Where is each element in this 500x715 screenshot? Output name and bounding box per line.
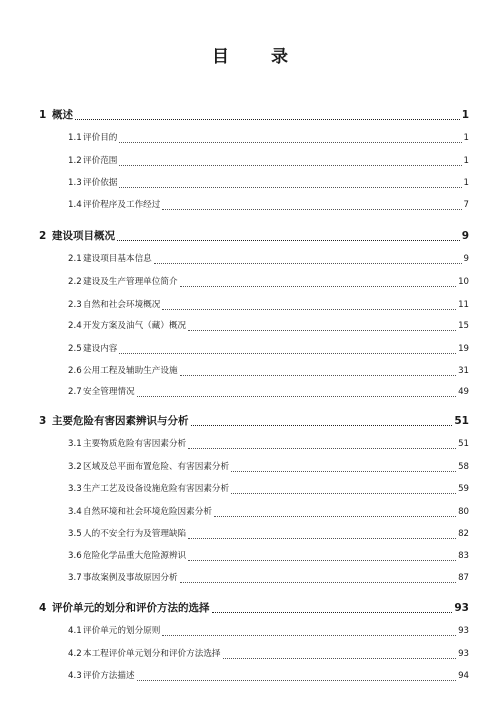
dot-leader — [231, 493, 456, 494]
toc-entry-number: 4.3 — [68, 671, 82, 681]
dot-leader — [137, 680, 456, 681]
toc-entry-page-number: 15 — [458, 321, 469, 331]
toc-entry-page-number: 82 — [458, 529, 469, 539]
toc-entry-number: 1.1 — [68, 133, 82, 143]
dot-leader — [117, 240, 460, 241]
toc-entry-label: 评价单元的划分原则 — [83, 626, 161, 636]
toc-section-entry[interactable] — [68, 504, 469, 520]
toc-section-entry[interactable] — [68, 481, 469, 497]
toc-entry-number: 2.5 — [68, 344, 82, 354]
toc-entry-number: 1.3 — [68, 178, 82, 188]
toc-entry-label: 建设内容 — [83, 344, 118, 354]
toc-entry-number: 2.2 — [68, 277, 82, 287]
toc-chapter-entry[interactable] — [39, 600, 469, 616]
toc-entry-number: 3.3 — [68, 484, 82, 494]
toc-entry-label: 区域及总平面布置危险、有害因素分析 — [83, 462, 230, 472]
toc-entry-page-number: 93 — [454, 602, 469, 614]
toc-entry-number: 4 — [39, 602, 47, 614]
toc-section-entry[interactable] — [68, 197, 469, 213]
toc-entry-number: 4.1 — [68, 626, 82, 636]
toc-section-entry[interactable] — [68, 623, 469, 639]
toc-entry-page-number: 1 — [463, 178, 469, 188]
toc-entry-page-number: 19 — [458, 344, 469, 354]
toc-entry-label: 公用工程及辅助生产设施 — [83, 366, 178, 376]
toc-entry-number: 3.1 — [68, 439, 82, 449]
toc-section-entry[interactable] — [68, 363, 469, 379]
toc-entry-label: 自然环境和社会环境危险因素分析 — [83, 507, 212, 517]
dot-leader — [162, 309, 456, 310]
toc-entry-page-number: 93 — [458, 649, 469, 659]
toc-entry-label: 评价程序及工作经过 — [83, 200, 161, 210]
toc-entry-number: 3.4 — [68, 507, 82, 517]
toc-entry-label: 本工程评价单元划分和评价方法选择 — [83, 649, 221, 659]
dot-leader — [154, 263, 462, 264]
dot-leader — [119, 353, 456, 354]
toc-section-entry[interactable] — [68, 436, 469, 452]
dot-leader — [231, 471, 456, 472]
toc-entry-label: 评价依据 — [83, 178, 118, 188]
toc-entry-number: 2 — [39, 230, 47, 242]
toc-entry-page-number: 94 — [458, 671, 469, 681]
toc-entry-page-number: 9 — [463, 254, 469, 264]
dot-leader — [188, 538, 456, 539]
dot-leader — [223, 658, 457, 659]
dot-leader — [188, 330, 456, 331]
toc-entry-number: 2.1 — [68, 254, 82, 264]
toc-entry-page-number: 87 — [458, 573, 469, 583]
toc-entry-number: 3.7 — [68, 573, 82, 583]
toc-entry-number: 3.6 — [68, 551, 82, 561]
toc-entry-page-number: 51 — [454, 415, 469, 427]
toc-entry-label: 评价单元的划分和评价方法的选择 — [52, 602, 210, 614]
toc-entry-label: 概述 — [52, 109, 73, 121]
toc-entry-page-number: 10 — [458, 277, 469, 287]
toc-section-entry[interactable] — [68, 646, 469, 662]
dot-leader — [75, 119, 460, 120]
dot-leader — [162, 635, 456, 636]
dot-leader — [137, 396, 456, 397]
toc-entry-label: 人的不安全行为及管理缺陷 — [83, 529, 187, 539]
toc-section-entry[interactable] — [68, 130, 469, 146]
dot-leader — [162, 209, 461, 210]
toc-section-entry[interactable] — [68, 548, 469, 564]
toc-section-entry[interactable] — [68, 251, 469, 267]
dot-leader — [119, 187, 461, 188]
toc-entry-number: 4.2 — [68, 649, 82, 659]
toc-entry-label: 开发方案及油气（藏）概况 — [83, 321, 187, 331]
dot-leader — [212, 612, 453, 613]
toc-entry-page-number: 58 — [458, 462, 469, 472]
page-title: 目 录 — [212, 47, 306, 67]
toc-entry-label: 建设及生产管理单位简介 — [83, 277, 178, 287]
toc-entry-label: 建设项目基本信息 — [83, 254, 152, 264]
toc-section-entry[interactable] — [68, 297, 469, 313]
toc-entry-page-number: 11 — [458, 300, 469, 310]
dot-leader — [214, 516, 456, 517]
toc-entry-number: 3 — [39, 415, 47, 427]
toc-entry-number: 2.4 — [68, 321, 82, 331]
toc-entry-label: 评价方法描述 — [83, 671, 135, 681]
toc-entry-number: 2.6 — [68, 366, 82, 376]
toc-entry-label: 主要危险有害因素辨识与分析 — [52, 415, 189, 427]
toc-chapter-entry[interactable] — [39, 107, 469, 123]
dot-leader — [188, 560, 456, 561]
toc-entry-number: 2.7 — [68, 387, 82, 397]
dot-leader — [180, 582, 457, 583]
toc-entry-page-number: 31 — [458, 366, 469, 376]
toc-entry-page-number: 7 — [463, 200, 469, 210]
toc-section-entry[interactable] — [68, 459, 469, 475]
toc-entry-label: 主要物质危险有害因素分析 — [83, 439, 187, 449]
toc-section-entry[interactable] — [68, 526, 469, 542]
toc-entry-number: 1.4 — [68, 200, 82, 210]
toc-chapter-entry[interactable] — [39, 228, 469, 244]
toc-section-entry[interactable] — [68, 570, 469, 586]
toc-entry-label: 评价目的 — [83, 133, 118, 143]
toc-section-entry[interactable] — [68, 153, 469, 169]
toc-section-entry[interactable] — [68, 318, 469, 334]
dot-leader — [188, 448, 456, 449]
dot-leader — [180, 286, 457, 287]
toc-entry-page-number: 93 — [458, 626, 469, 636]
dot-leader — [180, 375, 457, 376]
dot-leader — [119, 142, 461, 143]
toc-entry-number: 1.2 — [68, 156, 82, 166]
toc-entry-label: 评价范围 — [83, 156, 118, 166]
toc-section-entry[interactable] — [68, 341, 469, 357]
toc-entry-page-number: 83 — [458, 551, 469, 561]
toc-section-entry[interactable] — [68, 384, 469, 400]
toc-entry-number: 3.5 — [68, 529, 82, 539]
toc-chapter-entry[interactable] — [39, 413, 469, 429]
toc-entry-page-number: 1 — [461, 109, 469, 121]
toc-entry-page-number: 59 — [458, 484, 469, 494]
toc-entry-label: 建设项目概况 — [52, 230, 115, 242]
toc-entry-label: 生产工艺及设备设施危险有害因素分析 — [83, 484, 230, 494]
toc-entry-label: 安全管理情况 — [83, 387, 135, 397]
toc-entry-number: 3.2 — [68, 462, 82, 472]
toc-section-entry[interactable] — [68, 274, 469, 290]
toc-entry-label: 危险化学品重大危险源辨识 — [83, 551, 187, 561]
toc-entry-page-number: 1 — [463, 156, 469, 166]
toc-entry-page-number: 51 — [458, 439, 469, 449]
toc-entry-label: 事故案例及事故原因分析 — [83, 573, 178, 583]
toc-section-entry[interactable] — [68, 668, 469, 684]
dot-leader — [119, 165, 461, 166]
toc-entry-number: 2.3 — [68, 300, 82, 310]
toc-entry-page-number: 9 — [461, 230, 469, 242]
dot-leader — [191, 425, 453, 426]
toc-section-entry[interactable] — [68, 175, 469, 191]
toc-entry-page-number: 49 — [458, 387, 469, 397]
toc-entry-label: 自然和社会环境概况 — [83, 300, 161, 310]
toc-entry-page-number: 1 — [463, 133, 469, 143]
toc-entry-number: 1 — [39, 109, 47, 121]
toc-entry-page-number: 80 — [458, 507, 469, 517]
